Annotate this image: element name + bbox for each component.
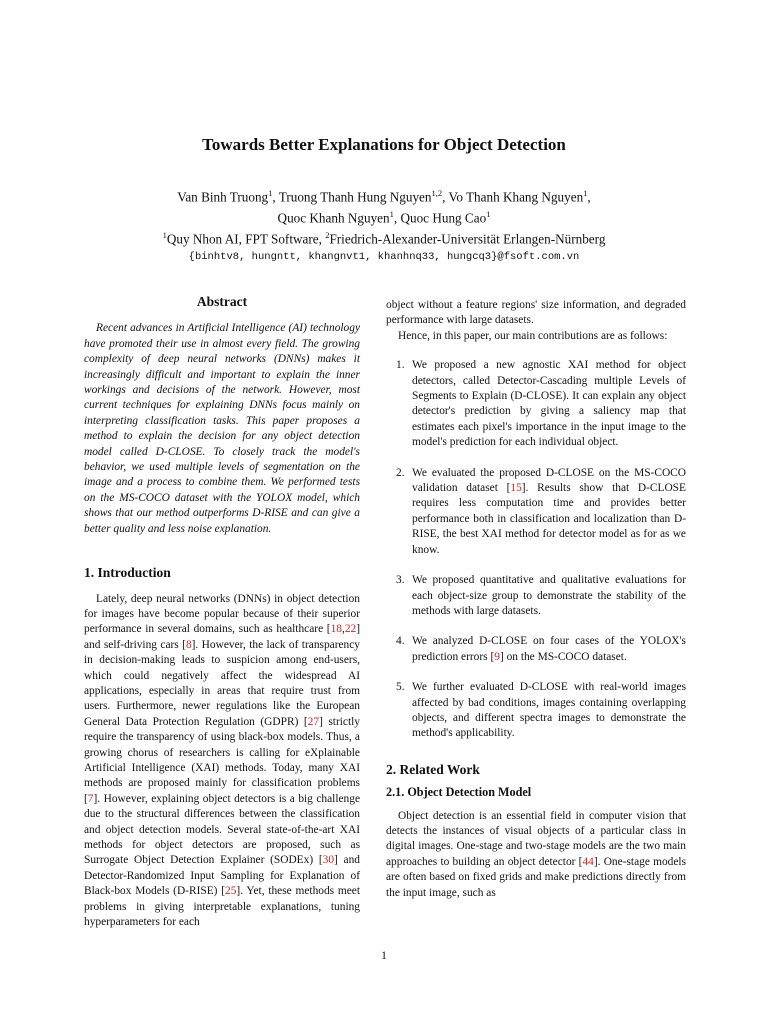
contributions-list xyxy=(386,358,686,742)
list-item: 5. We further evaluated D-CLOSE with real-world images affected by bad conditions, images containing overlapping objects, and different spectra images to demonstrate the method's applicability. xyxy=(396,681,686,740)
intro-heading: 1. Introduction xyxy=(84,565,171,581)
object-detection-paragraph: Object detection is an essential field in computer vision that detects the instances of visual objects of a particular class in digital images. One-stage and two-stage models are the two main approaches to building an object detector [44]. One-stage models are often based on fixed grids and make predictions directly from the input image, such as xyxy=(386,809,687,899)
list-item: 1. We proposed a new agnostic XAI method for object detectors, called Detector-Cascading multiple Levels of Segments to Explain (D-CLOSE). It can explain any object detector's prediction by giving a saliency map that estimates each pixel's importance in the input image to the model's prediction for each individual object. xyxy=(396,359,686,449)
continued-paragraph: object without a feature regions' size information, and degraded performance with large datasets. xyxy=(386,299,686,327)
citation-link[interactable]: 8 xyxy=(185,638,192,651)
citation-link[interactable]: 27 xyxy=(307,715,320,728)
citation-link[interactable]: 44 xyxy=(582,855,594,868)
subsection-heading: 2.1. Object Detection Model xyxy=(386,785,532,800)
abstract-heading: Abstract xyxy=(196,294,248,309)
right-column xyxy=(386,298,686,901)
citation-link[interactable]: 22 xyxy=(344,623,357,636)
author-name: Quoc Khanh Nguyen xyxy=(277,210,390,226)
related-work-heading: 2. Related Work xyxy=(386,761,480,777)
author-emails: {binhtv8, hungntt, khangnvt1, khanhnq33, hungcq3}@fsoft.com.vn xyxy=(188,250,580,263)
list-item: 4. We analyzed D-CLOSE on four cases of the YOLOX's prediction errors [9] on the MS-COCO dataset. xyxy=(396,635,686,663)
abstract-text: Recent advances in Artificial Intelligence (AI) technology have promoted their use in almost every field. The growing complexity of deep neural networks (DNNs) makes it increasingly difficult and important to explain the inner workings and decisions of the network. However, most current techniques for explaining DNNs focus mainly on interpreting classification tasks. This paper proposes a method to explain the decision for any object detection model called D-CLOSE. To closely track the model's behavior, we used multiple levels of segmentation on the image and a process to combine them. We performed tests on the MS-COCO dataset with the YOLOX model, which shows that our method outperforms D-RISE and can give a better quality and less noise explanation. xyxy=(84,322,360,535)
intro-paragraph: Lately, deep neural networks (DNNs) in object detection for images have become popular because of their superior performance in several domains, such as healthcare [18,22] and self-driving cars [8]. However, the lack of transparency in decision-making leads to suspicion among end-users, which could negatively affect the widespread AI applications, especially in areas that require trust from users. Furthermore, newer regulations like the European General Data Protection Regulation (GDPR) [27] strictly require the transparency of using black-box models. Thus, a growing chorus of researchers is calling for eXplainable Artificial Intelligence (XAI) methods. Today, many XAI methods are proposed mainly for classification problems [7]. However, explaining object detectors is a big challenge due to the structural differences between the classification and object detection models. Several state-of-the-art XAI methods for object detectors are proposed, such as Surrogate Object Detection Explainer (SODEx) [30] and Detector-Randomized Input Sampling for Explanation of Black-box Models (D-RISE) [25]. Yet, these methods meet problems in giving interpretable explanations, tuning hyperparameters for each xyxy=(84,592,361,929)
list-item: 3. We proposed quantitative and qualitative evaluations for each object-size group to demonstrate the stability of the methods with large datasets. xyxy=(396,574,686,617)
citation-link[interactable]: 30 xyxy=(322,854,335,867)
citation-link[interactable]: 18 xyxy=(330,623,342,636)
author-name: Quoc Hung Cao xyxy=(400,210,487,226)
citation-link[interactable]: 25 xyxy=(225,885,237,898)
author-name: Vo Thanh Khang Nguyen xyxy=(448,189,584,205)
citation-link[interactable]: 7 xyxy=(87,792,94,805)
author-name: Van Binh Truong xyxy=(177,189,269,205)
page-number: 1 xyxy=(381,950,387,962)
paper-title: Towards Better Explanations for Object Detection xyxy=(202,135,566,154)
contributions-intro: Hence, in this paper, our main contributions are as follows: xyxy=(398,329,668,342)
affiliation: Friedrich-Alexander-Universität Erlangen-Nürnberg xyxy=(329,231,606,247)
affiliation: Quy Nhon AI, FPT Software, xyxy=(166,231,326,247)
left-column xyxy=(84,294,360,930)
author-name: Truong Thanh Hung Nguyen xyxy=(278,189,432,205)
citation-link[interactable]: 15 xyxy=(510,482,522,495)
citation-link[interactable]: 9 xyxy=(494,650,500,663)
list-item: 2. We evaluated the proposed D-CLOSE on the MS-COCO validation dataset [15]. Results show that D-CLOSE requires less computation time and provides better performance both in classification and localization than D-RISE, the best XAI method for detector model as for as we know. xyxy=(396,466,686,556)
author-block: Van Binh Truong$^1$, Truong Thanh Hung Nguyen$^{1,2}$, Vo Thanh Khang Nguyen$^1$, Quoc Khanh Nguyen$^1$, Quoc Hung Cao$^1$ $^1$Quy Nhon AI, FPT Software, $^2$Friedrich-Alexander-Universität Erlangen-Nürnberg {binhtv8, hungntt, khangnvt1, khanhnq33, hungcq3}@fsoft.com.vn xyxy=(0,185,768,266)
